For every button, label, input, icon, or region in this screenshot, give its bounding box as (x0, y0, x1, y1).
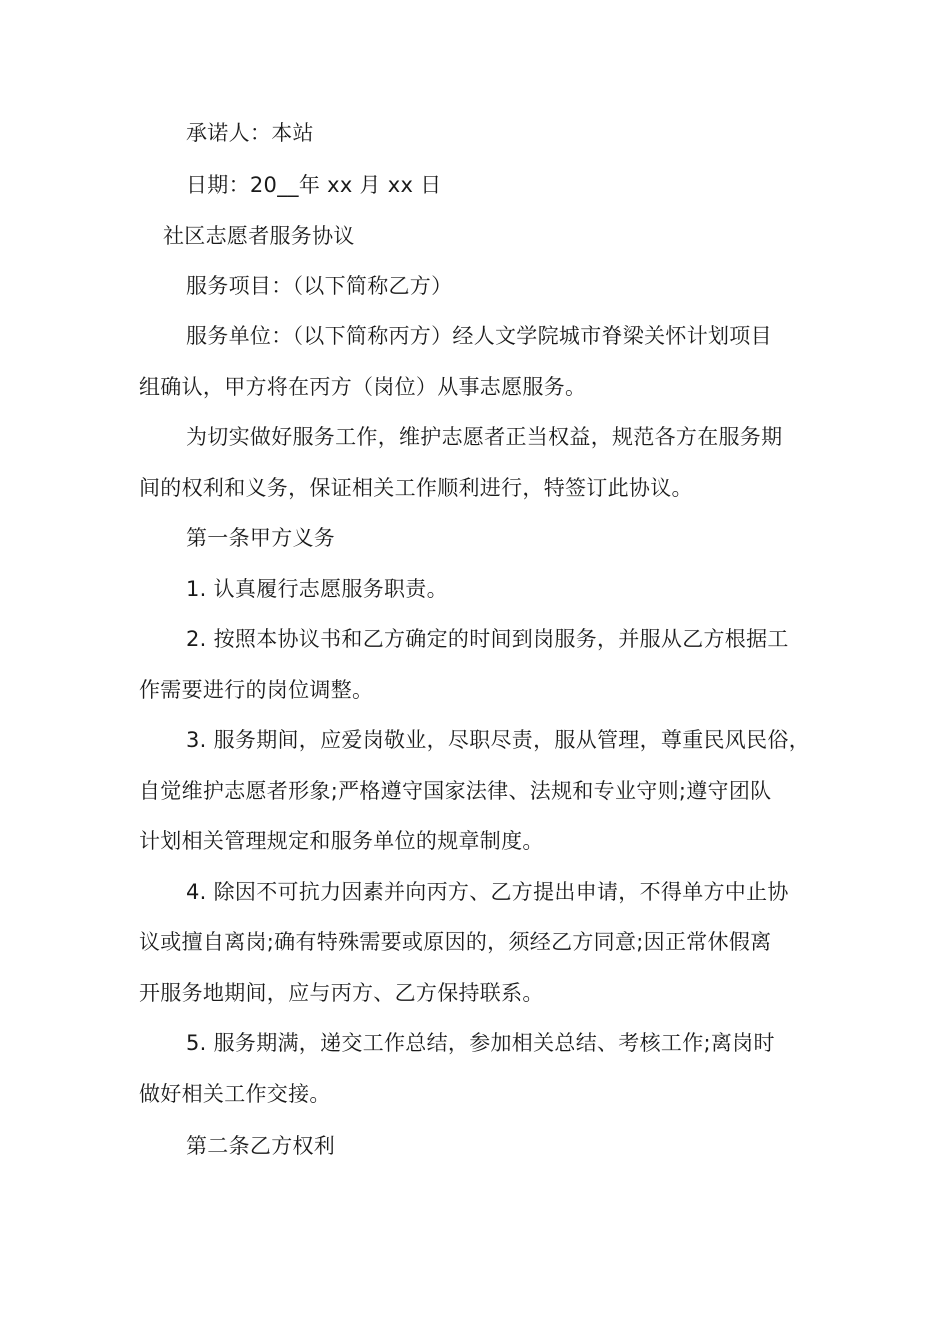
date-line: 日期：20__年 xx 月 xx 日 (186, 173, 442, 197)
item2-line-2: 作需要进行的岗位调整。 (139, 678, 374, 702)
article2-title: 第二条乙方权利 (186, 1134, 336, 1158)
service-unit-line-1: 服务单位：（以下简称丙方）经人文学院城市脊梁关怀计划项目 (186, 324, 772, 348)
service-unit-line-2: 组确认，甲方将在丙方（岗位）从事志愿服务。 (139, 375, 587, 399)
item4-line-1: 4. 除因不可抗力因素并向丙方、乙方提出申请，不得单方中止协 (186, 880, 789, 904)
intro-line-2: 间的权利和义务，保证相关工作顺利进行，特签订此协议。 (139, 476, 693, 500)
item5-line-2: 做好相关工作交接。 (139, 1082, 331, 1106)
item3-line-1: 3. 服务期间，应爱岗敬业，尽职尽责，服从管理，尊重民风民俗， (186, 728, 811, 752)
service-item-line: 服务项目：（以下简称乙方） (186, 274, 453, 298)
item2-line-1: 2. 按照本协议书和乙方确定的时间到岗服务，并服从乙方根据工 (186, 627, 789, 651)
item4-line-2: 议或擅自离岗;确有特殊需要或原因的，须经乙方同意;因正常休假离 (139, 930, 772, 954)
intro-line-1: 为切实做好服务工作，维护志愿者正当权益，规范各方在服务期 (186, 425, 783, 449)
promisor-line: 承诺人：本站 (186, 121, 314, 145)
item1-line: 1. 认真履行志愿服务职责。 (186, 577, 448, 601)
document-title: 社区志愿者服务协议 (163, 224, 355, 248)
article1-title: 第一条甲方义务 (186, 526, 336, 550)
item5-line-1: 5. 服务期满，递交工作总结，参加相关总结、考核工作;离岗时 (186, 1031, 775, 1055)
item3-line-3: 计划相关管理规定和服务单位的规章制度。 (139, 829, 544, 853)
item4-line-3: 开服务地期间，应与丙方、乙方保持联系。 (139, 981, 544, 1005)
item3-line-2: 自觉维护志愿者形象;严格遵守国家法律、法规和专业守则;遵守团队 (139, 779, 772, 803)
